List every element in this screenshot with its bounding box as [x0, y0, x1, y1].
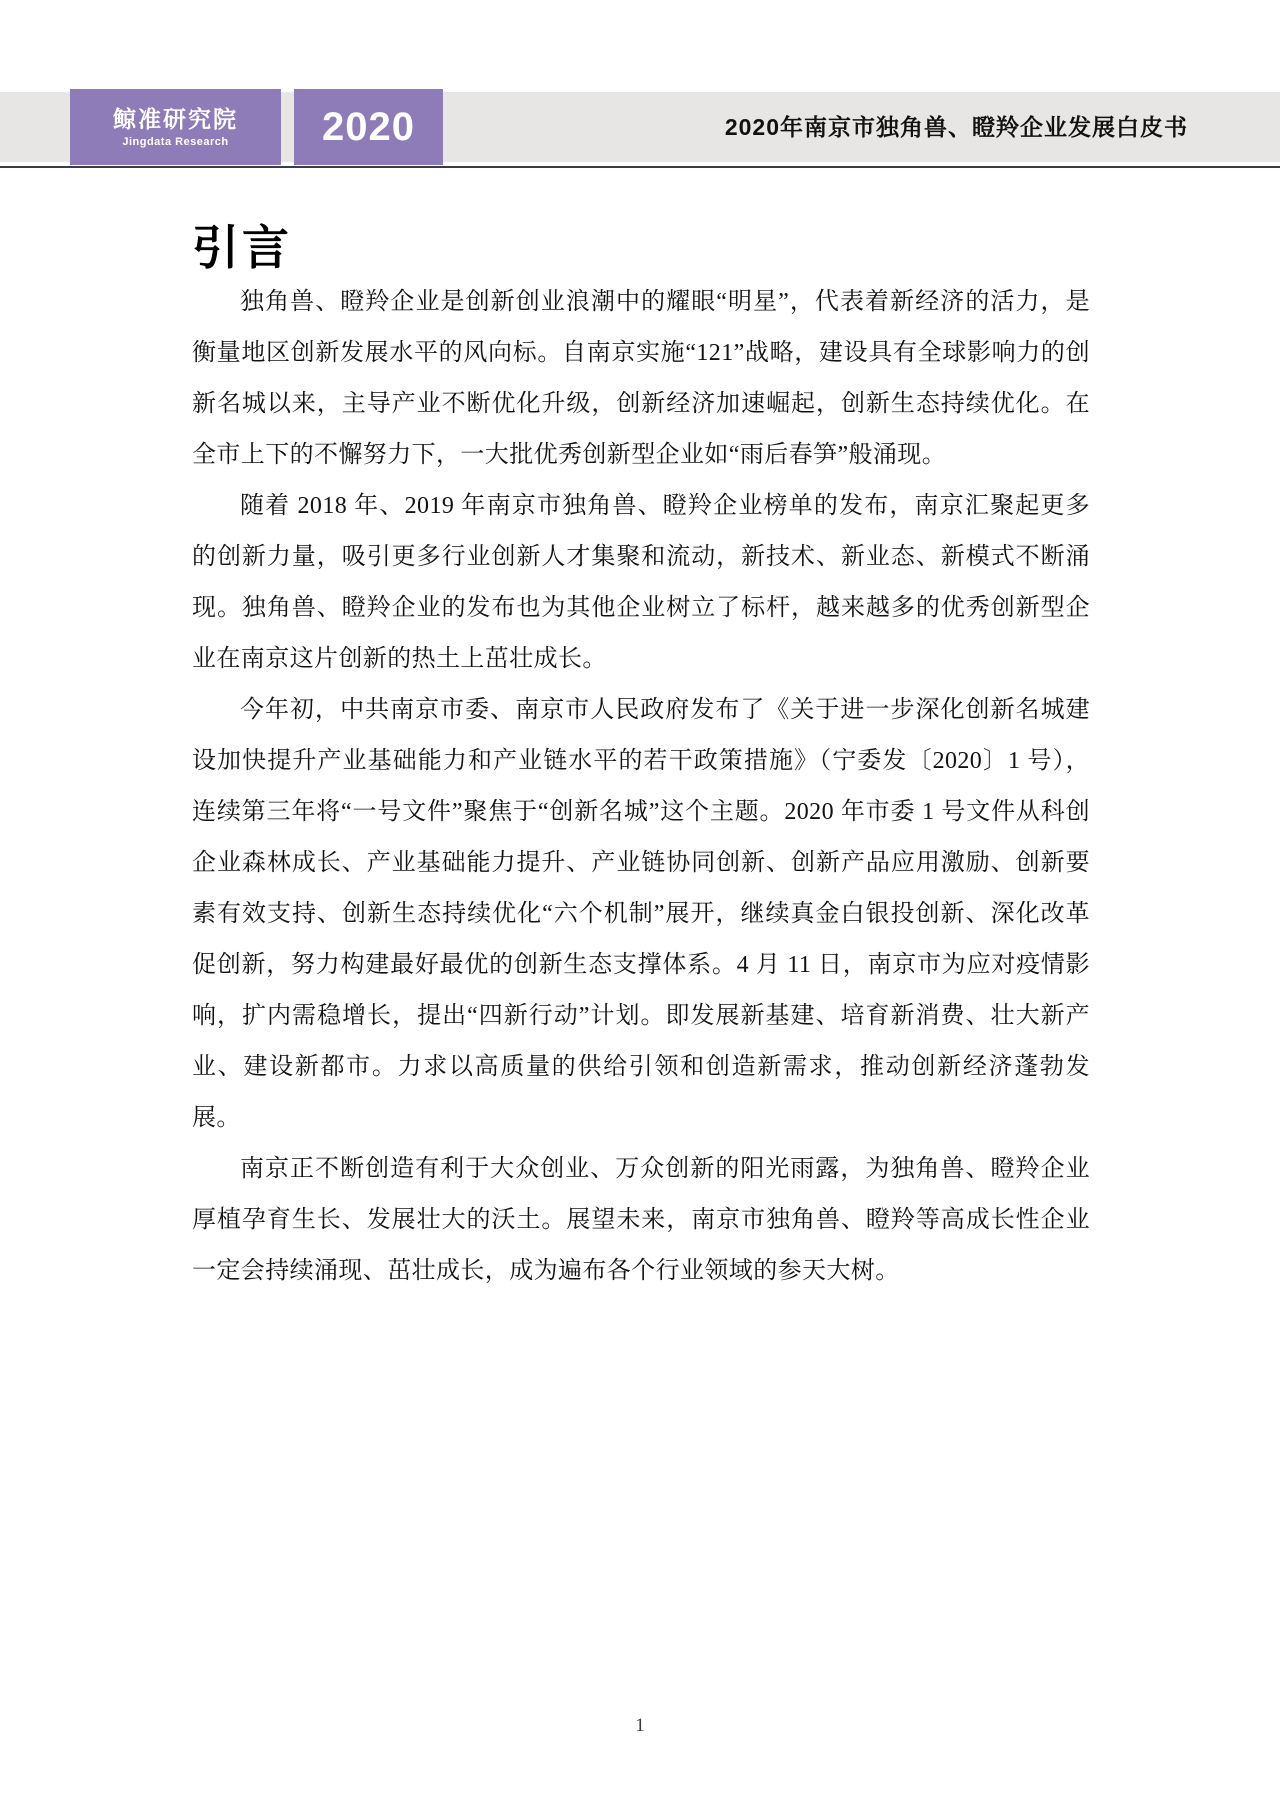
paragraph-4: 南京正不断创造有利于大众创业、万众创新的阳光雨露，为独角兽、瞪羚企业厚植孕育生长、发展壮大的沃土。展望未来，南京市独角兽、瞪羚等高成长性企业一定会持续涌现、茁壮成长，成为遍布各个行业领域的参天大树。: [192, 1156, 1090, 1284]
jingdata-research-logo: [70, 89, 281, 165]
paragraph-3: 今年初，中共南京市委、南京市人民政府发布了《关于进一步深化创新名城建设加快提升产业基础能力和产业链水平的若干政策措施》（宁委发〔2020〕1 号），连续第三年将“一号文件”聚焦于“创新名城”这个主题。2020 年市委 1 号文件从科创企业森林成长、产业基础能力提升、产业链协同创新、创新产品应用激励、创新要素有效支持、创新生态持续优化“六个机制”展开，继续真金白银投创新、深化改革促创新，努力构建最好最优的创新生态支撑体系。4 月 11 日，南京市为应对疫情影响，扩内需稳增长，提出“四新行动”计划。即发展新基建、培育新消费、壮大新产业、建设新都市。力求以高质量的供给引领和创造新需求，推动创新经济蓬勃发展。: [192, 697, 1090, 1131]
paragraph-1: 独角兽、瞪羚企业是创新创业浪潮中的耀眼“明星”，代表着新经济的活力，是衡量地区创新发展水平的风向标。自南京实施“121”战略，建设具有全球影响力的创新名城以来，主导产业不断优化升级，创新经济加速崛起，创新生态持续优化。在全市上下的不懈努力下，一大批优秀创新型企业如“雨后春笋”般涌现。: [192, 289, 1090, 468]
page-number: 1: [635, 1715, 645, 1736]
year-badge: 2020: [294, 89, 443, 165]
body-text: [192, 277, 1090, 1297]
section-title: 引言: [192, 221, 292, 274]
header-divider-rule: [0, 166, 1280, 168]
logo-en-text: Jingdata Research: [122, 136, 229, 149]
logo-cn-text: 鲸准研究院: [113, 105, 238, 132]
header-document-title: 2020年南京市独角兽、瞪羚企业发展白皮书: [724, 114, 1188, 140]
paragraph-2: 随着 2018 年、2019 年南京市独角兽、瞪羚企业榜单的发布，南京汇聚起更多的创新力量，吸引更多行业创新人才集聚和流动，新技术、新业态、新模式不断涌现。独角兽、瞪羚企业的发布也为其他企业树立了标杆，越来越多的优秀创新型企业在南京这片创新的热土上茁壮成长。: [192, 493, 1090, 672]
